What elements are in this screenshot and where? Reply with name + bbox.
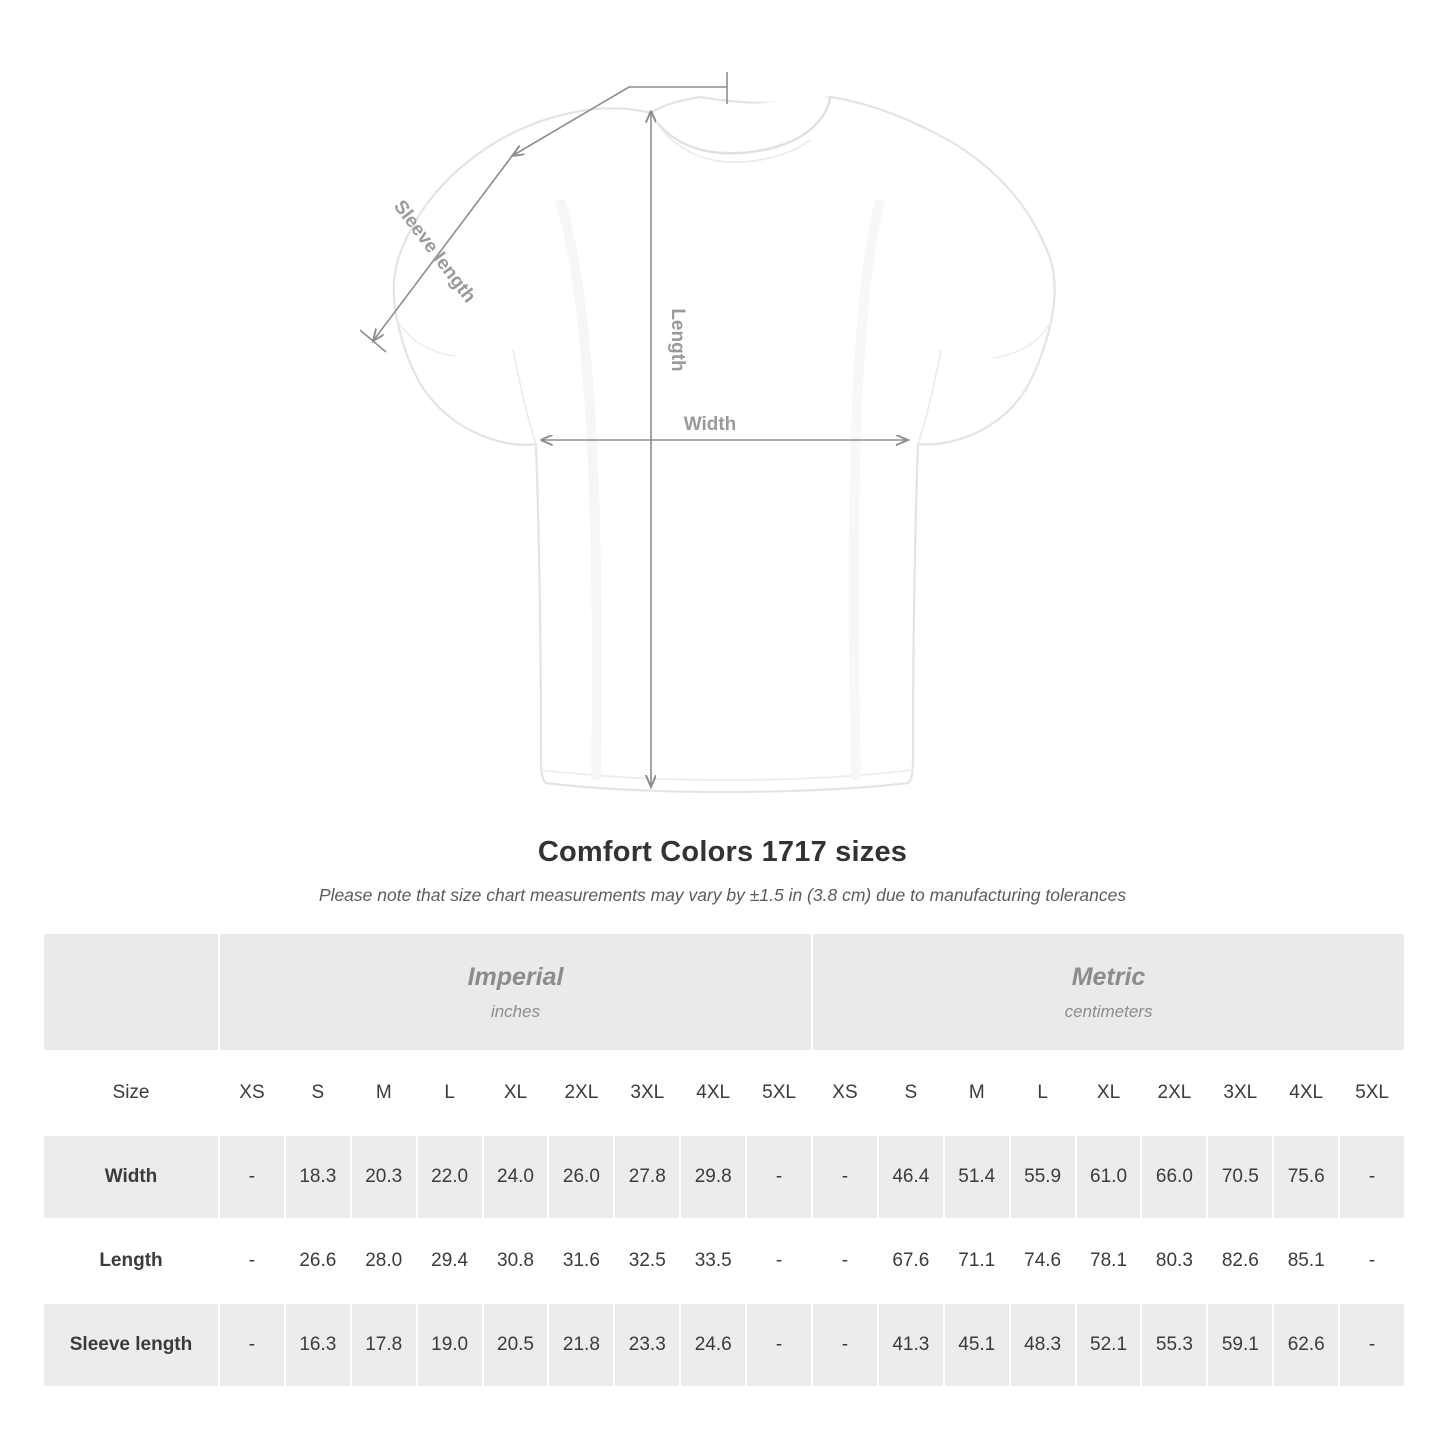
table-cell: - bbox=[812, 1303, 878, 1387]
table-cell: 71.1 bbox=[944, 1219, 1010, 1303]
table-cell: 33.5 bbox=[680, 1219, 746, 1303]
table-row bbox=[43, 1303, 1405, 1387]
unit-header-row bbox=[43, 933, 1405, 1051]
size-header-cell: M bbox=[351, 1051, 417, 1135]
row-label: Sleeve length bbox=[43, 1303, 219, 1387]
page-title: Comfort Colors 1717 sizes bbox=[537, 836, 908, 868]
table-cell: - bbox=[1339, 1219, 1405, 1303]
size-header-cell: L bbox=[1010, 1051, 1076, 1135]
table-cell: 32.5 bbox=[614, 1219, 680, 1303]
unit-measure-label: inches bbox=[490, 1001, 541, 1021]
sleeve-end-tick bbox=[360, 330, 386, 352]
table-cell: - bbox=[1339, 1303, 1405, 1387]
table-cell: 59.1 bbox=[1207, 1303, 1273, 1387]
table-cell: 78.1 bbox=[1076, 1219, 1142, 1303]
unit-group-imperial bbox=[219, 933, 812, 1051]
table-row bbox=[43, 1219, 1405, 1303]
table-cell: 16.3 bbox=[285, 1303, 351, 1387]
table-cell: - bbox=[746, 1219, 812, 1303]
table-cell: 19.0 bbox=[417, 1303, 483, 1387]
table-cell: 45.1 bbox=[944, 1303, 1010, 1387]
table-cell: 26.0 bbox=[548, 1135, 614, 1219]
size-header-cell: L bbox=[417, 1051, 483, 1135]
table-cell: - bbox=[746, 1303, 812, 1387]
size-header-cell: 3XL bbox=[1207, 1051, 1273, 1135]
table-cell: 80.3 bbox=[1141, 1219, 1207, 1303]
table-cell: 27.8 bbox=[614, 1135, 680, 1219]
size-header-cell: XS bbox=[812, 1051, 878, 1135]
table-cell: 20.3 bbox=[351, 1135, 417, 1219]
size-table-wrap bbox=[42, 932, 1403, 1388]
table-cell: - bbox=[812, 1219, 878, 1303]
table-cell: 46.4 bbox=[878, 1135, 944, 1219]
table-cell: 28.0 bbox=[351, 1219, 417, 1303]
table-cell: 48.3 bbox=[1010, 1303, 1076, 1387]
unit-measure-label: centimeters bbox=[1064, 1001, 1153, 1021]
tshirt-shape bbox=[394, 97, 1055, 792]
table-cell: - bbox=[219, 1219, 285, 1303]
row-label: Width bbox=[43, 1135, 219, 1219]
table-cell: - bbox=[219, 1135, 285, 1219]
size-header-cell: 4XL bbox=[680, 1051, 746, 1135]
table-cell: 70.5 bbox=[1207, 1135, 1273, 1219]
size-column-label: Size bbox=[43, 1051, 219, 1135]
table-cell: 61.0 bbox=[1076, 1135, 1142, 1219]
unit-header-spacer bbox=[43, 933, 219, 1051]
title-block bbox=[0, 836, 1445, 906]
row-label: Length bbox=[43, 1219, 219, 1303]
size-header-cell: 2XL bbox=[1141, 1051, 1207, 1135]
size-header-cell: XL bbox=[483, 1051, 549, 1135]
table-cell: 75.6 bbox=[1273, 1135, 1339, 1219]
table-cell: - bbox=[219, 1303, 285, 1387]
unit-system-label: Imperial bbox=[467, 962, 564, 991]
size-header-cell: S bbox=[285, 1051, 351, 1135]
table-cell: 51.4 bbox=[944, 1135, 1010, 1219]
width-label: Width bbox=[683, 414, 737, 435]
table-cell: 55.9 bbox=[1010, 1135, 1076, 1219]
size-header-cell: 3XL bbox=[614, 1051, 680, 1135]
table-cell: 52.1 bbox=[1076, 1303, 1142, 1387]
table-cell: 31.6 bbox=[548, 1219, 614, 1303]
table-cell: 62.6 bbox=[1273, 1303, 1339, 1387]
table-cell: - bbox=[1339, 1135, 1405, 1219]
table-cell: 18.3 bbox=[285, 1135, 351, 1219]
table-cell: 21.8 bbox=[548, 1303, 614, 1387]
table-cell: 82.6 bbox=[1207, 1219, 1273, 1303]
table-row bbox=[43, 1135, 1405, 1219]
table-cell: 29.4 bbox=[417, 1219, 483, 1303]
unit-group-metric bbox=[812, 933, 1405, 1051]
table-cell: 67.6 bbox=[878, 1219, 944, 1303]
table-cell: - bbox=[746, 1135, 812, 1219]
tolerance-note: Please note that size chart measurements may vary by ±1.5 in (3.8 cm) due to manufacturing tolerances bbox=[318, 885, 1127, 905]
table-cell: 30.8 bbox=[483, 1219, 549, 1303]
table-cell: 24.0 bbox=[483, 1135, 549, 1219]
table-cell: 74.6 bbox=[1010, 1219, 1076, 1303]
size-header-cell: S bbox=[878, 1051, 944, 1135]
table-cell: 55.3 bbox=[1141, 1303, 1207, 1387]
size-header-cell: XS bbox=[219, 1051, 285, 1135]
table-cell: 20.5 bbox=[483, 1303, 549, 1387]
size-header-row bbox=[43, 1051, 1405, 1135]
size-header-cell: 4XL bbox=[1273, 1051, 1339, 1135]
table-cell: 26.6 bbox=[285, 1219, 351, 1303]
unit-system-label: Metric bbox=[1071, 962, 1146, 991]
table-cell: 66.0 bbox=[1141, 1135, 1207, 1219]
table-cell: 22.0 bbox=[417, 1135, 483, 1219]
size-header-cell: 5XL bbox=[1339, 1051, 1405, 1135]
size-header-cell: 2XL bbox=[548, 1051, 614, 1135]
sleeve-length-label: Sleeve length bbox=[389, 196, 480, 307]
table-cell: 23.3 bbox=[614, 1303, 680, 1387]
table-cell: 29.8 bbox=[680, 1135, 746, 1219]
table-cell: 24.6 bbox=[680, 1303, 746, 1387]
table-cell: 17.8 bbox=[351, 1303, 417, 1387]
table-cell: - bbox=[812, 1135, 878, 1219]
size-table bbox=[42, 932, 1406, 1388]
size-header-cell: M bbox=[944, 1051, 1010, 1135]
size-header-cell: XL bbox=[1076, 1051, 1142, 1135]
length-label: Length bbox=[667, 308, 688, 372]
table-cell: 85.1 bbox=[1273, 1219, 1339, 1303]
size-header-cell: 5XL bbox=[746, 1051, 812, 1135]
table-cell: 41.3 bbox=[878, 1303, 944, 1387]
